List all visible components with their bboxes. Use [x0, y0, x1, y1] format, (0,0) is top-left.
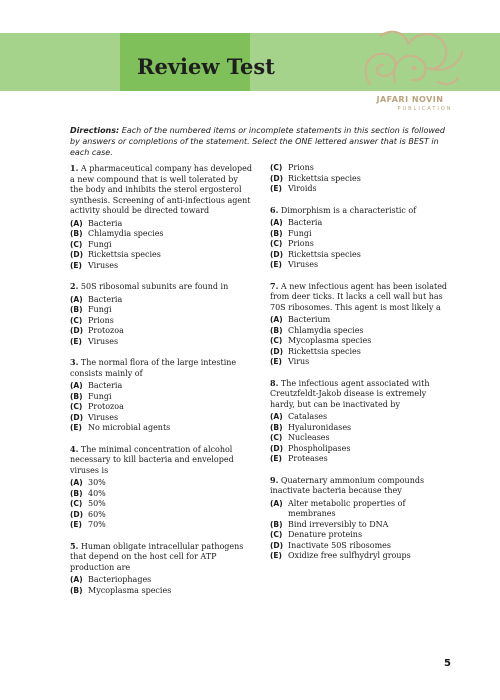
- question-text: A pharmaceutical company has developed a new compound that is well tolerated by the body and inhibits the sterol ergosterol synthesis. Screening of anti-infectious agent activity should be directed toward: [70, 164, 252, 215]
- directions-text: Each of the numbered items or incomplete statements in this section is followed by answers or completions of the statement. Select the ONE lettered answer that is BEST in each case.: [70, 126, 445, 157]
- option-text: 50%: [88, 499, 106, 508]
- option-letter: (D): [70, 509, 84, 519]
- answer-option: [70, 326, 253, 337]
- option-letter: (C): [70, 402, 83, 411]
- option-text: Bacteria: [88, 294, 123, 304]
- answer-option: [70, 229, 253, 240]
- option-text: Chlamydia species: [288, 325, 364, 335]
- option-letter: (B): [70, 305, 83, 314]
- question-5: [70, 541, 253, 597]
- option-letter: (E): [270, 184, 282, 193]
- option-letter: (A): [270, 218, 283, 227]
- question-stem: [70, 281, 253, 293]
- question-2: [70, 281, 253, 347]
- option-text: Rickettsia species: [288, 346, 361, 356]
- option-text: Viruses: [88, 336, 119, 346]
- answer-option: [70, 402, 253, 413]
- question-text: Dimorphism is a characteristic of: [278, 205, 417, 215]
- publisher-logo: [350, 24, 468, 114]
- option-letter: (E): [70, 423, 82, 432]
- option-letter: (C): [270, 433, 283, 442]
- option-letter: (D): [270, 540, 284, 550]
- answer-option: [270, 423, 453, 434]
- option-text: Phospholipases: [288, 443, 351, 453]
- option-letter: (A): [270, 315, 283, 324]
- option-letter: (B): [70, 391, 83, 401]
- question-number: 3.: [70, 357, 79, 367]
- option-text: Prions: [288, 163, 314, 172]
- answer-option: [270, 218, 453, 229]
- option-letter: (A): [270, 412, 283, 421]
- answer-options: [70, 295, 253, 348]
- option-letter: (B): [270, 519, 283, 529]
- logo-subtitle: PUBLICATION: [397, 106, 453, 112]
- answer-option: [270, 163, 453, 174]
- option-letter: (D): [70, 412, 84, 422]
- answer-option: [270, 499, 453, 520]
- option-letter: (E): [270, 454, 282, 463]
- answer-option: [70, 392, 253, 403]
- answer-option: [70, 499, 253, 510]
- answer-option: [270, 336, 453, 347]
- question-number: 8.: [270, 377, 279, 388]
- answer-option: [270, 326, 453, 337]
- option-text: Viroids: [288, 184, 317, 193]
- option-letter: (D): [270, 346, 284, 356]
- option-text: Virus: [288, 357, 310, 366]
- option-text: Mycoplasma species: [288, 336, 372, 345]
- option-letter: (A): [70, 218, 83, 228]
- option-letter: (B): [70, 229, 83, 238]
- answer-option: [70, 478, 253, 489]
- option-text: Rickettsia species: [288, 249, 361, 259]
- answer-options: [70, 219, 253, 272]
- question-4: [70, 444, 253, 531]
- option-text: Protozoa: [88, 326, 124, 335]
- question-1: [70, 163, 253, 271]
- option-letter: (E): [70, 260, 82, 270]
- option-letter: (C): [270, 336, 283, 345]
- answer-option: [270, 454, 453, 465]
- directions: [70, 125, 450, 158]
- answer-option: [70, 423, 253, 434]
- question-number: 4.: [70, 443, 79, 454]
- answer-options: [70, 575, 253, 596]
- option-text: Fungi: [88, 239, 112, 249]
- option-letter: (E): [70, 520, 82, 529]
- answer-options: [270, 315, 453, 368]
- question-stem: [270, 475, 453, 497]
- option-letter: (D): [270, 249, 284, 259]
- answer-option: [270, 260, 453, 271]
- answer-option: [270, 184, 453, 195]
- option-letter: (E): [70, 336, 82, 346]
- question-stem: [270, 205, 453, 217]
- option-letter: (A): [270, 498, 283, 508]
- answer-option: [70, 295, 253, 306]
- option-text: Inactivate 50S ribosomes: [288, 540, 391, 550]
- answer-option: [70, 250, 253, 261]
- option-text: Proteases: [288, 454, 328, 463]
- question-stem: [270, 281, 453, 314]
- option-letter: (C): [270, 163, 283, 172]
- answer-option: [70, 305, 253, 316]
- option-letter: (A): [70, 478, 83, 487]
- option-letter: (D): [70, 250, 84, 259]
- answer-options: [270, 218, 453, 271]
- question-number: 2.: [70, 281, 79, 291]
- answer-option: [270, 551, 453, 562]
- answer-option: [70, 219, 253, 230]
- question-text: Human obligate intracellular pathogens that depend on the host cell for ATP production are: [70, 541, 244, 572]
- question-number: 5.: [70, 540, 79, 551]
- answer-option: [270, 444, 453, 455]
- option-letter: (A): [70, 381, 83, 390]
- option-letter: (A): [70, 575, 83, 584]
- option-text: Bacterium: [288, 315, 331, 324]
- answer-option: [70, 381, 253, 392]
- question-stem: [70, 163, 253, 217]
- answer-option: [70, 413, 253, 424]
- option-text: Viruses: [88, 260, 119, 270]
- answer-option: [270, 229, 453, 240]
- page-title: Review Test: [137, 54, 275, 79]
- answer-option: [70, 316, 253, 327]
- option-letter: (D): [270, 443, 284, 453]
- option-text: Bind irreversibly to DNA: [288, 519, 389, 529]
- option-letter: (C): [270, 239, 283, 248]
- question-number: 9.: [270, 474, 279, 485]
- option-letter: (C): [70, 315, 83, 325]
- answer-option: [70, 240, 253, 251]
- option-letter: (B): [70, 585, 83, 595]
- option-text: Viruses: [288, 260, 319, 269]
- question-text: A new infectious agent has been isolated from deer ticks. It lacks a cell wall but has 70S ribosomes. This agent is most likely a: [270, 281, 448, 312]
- question-text: The normal flora of the large intestine consists mainly of: [70, 358, 237, 378]
- option-letter: (E): [270, 260, 282, 269]
- question-number: 1.: [70, 163, 79, 173]
- option-text: Viruses: [88, 412, 119, 422]
- option-letter: (D): [70, 326, 84, 335]
- answer-option: [270, 347, 453, 358]
- option-letter: (E): [270, 357, 282, 366]
- option-letter: (A): [70, 294, 83, 304]
- question-stem: [270, 378, 453, 411]
- answer-option: [70, 575, 253, 586]
- question-number: 7.: [270, 280, 279, 291]
- question-text: The infectious agent associated with Creutzfeldt-Jakob disease is extremely hardy, but can be inactivated by: [270, 378, 430, 409]
- question-5-continued: [270, 163, 453, 195]
- option-letter: (E): [270, 551, 282, 560]
- answer-options: [270, 412, 453, 465]
- answer-options: [70, 381, 253, 434]
- option-text: Prions: [288, 239, 314, 248]
- page-number: 5: [444, 658, 451, 669]
- option-text: Chlamydia species: [88, 229, 164, 238]
- option-letter: (B): [270, 228, 283, 238]
- right-column: [270, 163, 453, 572]
- option-text: Fungi: [88, 305, 112, 314]
- option-text: 60%: [88, 509, 106, 519]
- question-3: [70, 357, 253, 434]
- answer-option: [270, 239, 453, 250]
- option-text: Hyaluronidases: [288, 422, 352, 432]
- answer-option: [270, 250, 453, 261]
- option-text: Fungi: [88, 391, 112, 401]
- option-text: Prions: [88, 315, 114, 325]
- answer-option: [270, 357, 453, 368]
- question-8: [270, 378, 453, 465]
- option-letter: (C): [270, 530, 283, 539]
- answer-option: [70, 261, 253, 272]
- question-stem: [70, 541, 253, 574]
- left-column: [70, 163, 253, 606]
- option-text: 30%: [88, 478, 106, 487]
- answer-option: [270, 412, 453, 423]
- question-text: 50S ribosomal subunits are found in: [78, 282, 229, 291]
- option-text: Rickettsia species: [288, 173, 361, 183]
- answer-option: [270, 530, 453, 541]
- question-stem: [70, 357, 253, 379]
- answer-option: [70, 510, 253, 521]
- answer-option: [270, 433, 453, 444]
- option-text: Rickettsia species: [88, 250, 161, 259]
- option-letter: (C): [70, 499, 83, 508]
- answer-option: [70, 337, 253, 348]
- answer-option: [70, 586, 253, 597]
- option-letter: (B): [270, 325, 283, 335]
- option-text: Nucleases: [288, 433, 330, 442]
- option-text: Oxidize free sulfhydryl groups: [288, 551, 411, 560]
- option-text: Bacteria: [88, 381, 123, 390]
- question-text: Quaternary ammonium compounds inactivate bacteria because they: [270, 475, 425, 495]
- directions-label: Directions:: [70, 126, 120, 135]
- question-7: [270, 281, 453, 368]
- question-text: The minimal concentration of alcohol necessary to kill bacteria and enveloped viruses is: [70, 444, 234, 475]
- logo-name: JAFARI NOVIN: [376, 95, 444, 104]
- answer-option: [70, 489, 253, 500]
- option-text: No microbial agents: [88, 423, 171, 432]
- option-text: Denature proteins: [288, 530, 363, 539]
- answer-option: [270, 520, 453, 531]
- question-stem: [70, 444, 253, 477]
- answer-options: [70, 478, 253, 531]
- option-text: Catalases: [288, 412, 328, 421]
- question-number: 6.: [270, 204, 279, 215]
- answer-options: [270, 163, 453, 195]
- option-letter: (D): [270, 173, 284, 183]
- answer-option: [270, 541, 453, 552]
- option-text: Bacteriophages: [88, 575, 152, 584]
- option-letter: (B): [70, 488, 83, 498]
- answer-options: [270, 499, 453, 562]
- answer-option: [270, 315, 453, 326]
- answer-option: [70, 520, 253, 531]
- option-letter: (C): [70, 239, 83, 249]
- option-text: 70%: [88, 520, 106, 529]
- answer-option: [270, 174, 453, 185]
- option-text: Mycoplasma species: [88, 585, 172, 595]
- logo-ornament-icon: [350, 24, 468, 99]
- option-text: Fungi: [288, 228, 312, 238]
- option-letter: (B): [270, 422, 283, 432]
- question-6: [270, 205, 453, 271]
- option-text: 40%: [88, 488, 106, 498]
- option-text: Alter metabolic properties of membranes: [288, 498, 406, 518]
- option-text: Protozoa: [88, 402, 124, 411]
- option-text: Bacteria: [288, 218, 323, 227]
- option-text: Bacteria: [88, 218, 123, 228]
- question-9: [270, 475, 453, 562]
